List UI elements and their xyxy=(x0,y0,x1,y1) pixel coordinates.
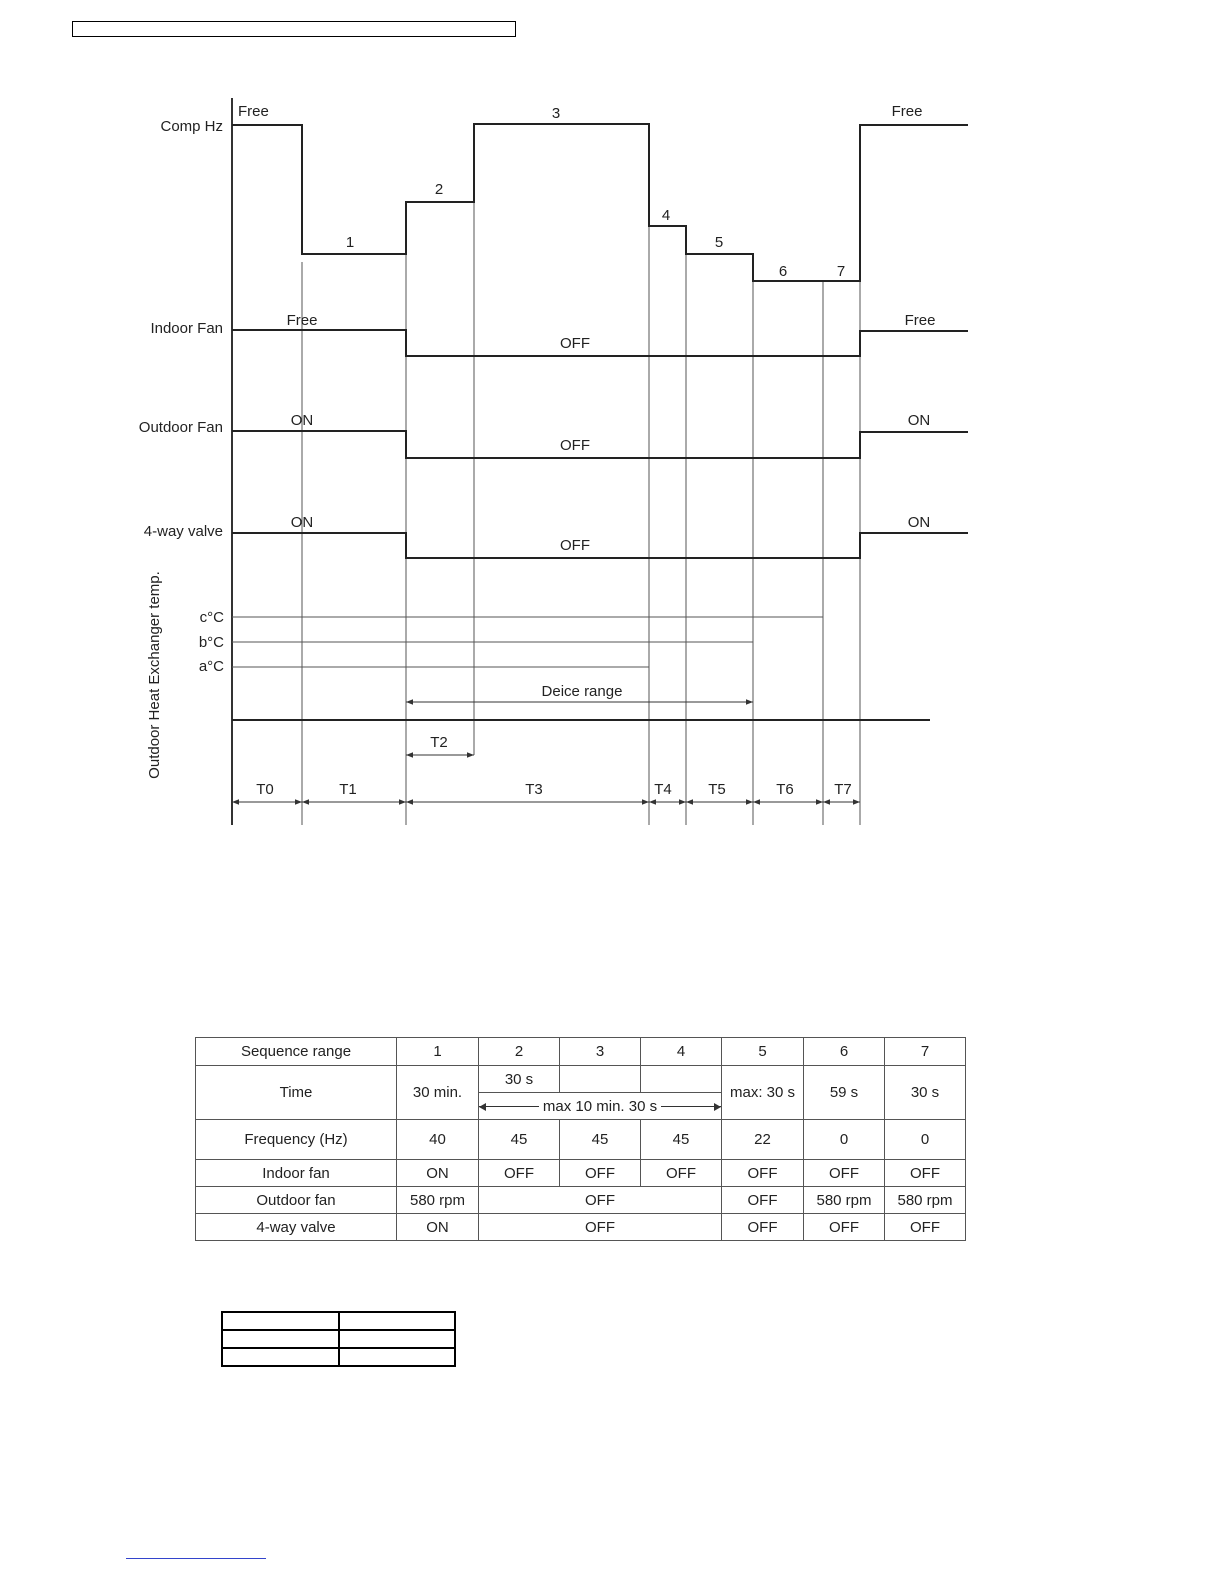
header-cell: 5 xyxy=(722,1038,804,1066)
comp-free-right: Free xyxy=(891,103,923,120)
span-arrow-left xyxy=(479,1106,539,1107)
empty-cell xyxy=(339,1312,456,1330)
period-t4: T4 xyxy=(654,781,672,798)
cell-time-span xyxy=(479,1093,722,1120)
cell-frequency: 45 xyxy=(479,1120,560,1160)
temp-label-c: c°C xyxy=(199,609,224,626)
header-cell: 6 xyxy=(804,1038,885,1066)
comp-seq-5: 5 xyxy=(714,234,724,251)
cell-frequency: 22 xyxy=(722,1120,804,1160)
label-heat-exchanger: Outdoor Heat Exchanger temp. xyxy=(146,571,163,779)
cell-frequency: 45 xyxy=(560,1120,641,1160)
period-t3: T3 xyxy=(525,781,543,798)
valve-mid: OFF xyxy=(560,537,590,554)
table-header-row xyxy=(196,1038,966,1066)
outdoor-fan-waveform xyxy=(232,431,968,458)
label-indoor-fan: Indoor Fan xyxy=(150,320,223,337)
cell-time-s7: 30 s xyxy=(885,1066,966,1120)
valve-waveform xyxy=(232,533,968,558)
table-row xyxy=(222,1348,455,1366)
cell-time-s3 xyxy=(560,1066,641,1093)
comp-hz-waveform xyxy=(232,124,968,281)
sequence-boundaries xyxy=(302,202,860,825)
period-t1: T1 xyxy=(339,781,357,798)
outdoor-fan-right: ON xyxy=(907,412,931,429)
deice-range-label: Deice range xyxy=(541,683,623,700)
period-t5: T5 xyxy=(708,781,726,798)
period-t6: T6 xyxy=(776,781,794,798)
cell-indoor-fan: OFF xyxy=(804,1160,885,1187)
empty-cell xyxy=(222,1348,339,1366)
cell-indoor-fan: ON xyxy=(397,1160,479,1187)
row-label-outdoor-fan: Outdoor fan xyxy=(196,1187,397,1214)
row-label-four-way-valve: 4-way valve xyxy=(196,1214,397,1241)
empty-cell xyxy=(222,1312,339,1330)
comp-seq-3: 3 xyxy=(551,105,561,122)
cell-outdoor-fan-s6: 580 rpm xyxy=(804,1187,885,1214)
comp-seq-7: 7 xyxy=(836,263,846,280)
row-label-frequency: Frequency (Hz) xyxy=(196,1120,397,1160)
period-t7: T7 xyxy=(834,781,852,798)
table-row-outdoor-fan xyxy=(196,1187,966,1214)
temp-label-b: b°C xyxy=(198,634,224,651)
cell-time-s5: max: 30 s xyxy=(722,1066,804,1120)
cell-indoor-fan: OFF xyxy=(641,1160,722,1187)
comp-seq-6: 6 xyxy=(778,263,788,280)
label-outdoor-fan: Outdoor Fan xyxy=(138,419,223,436)
valve-left: ON xyxy=(290,514,314,531)
outdoor-fan-mid: OFF xyxy=(560,437,590,454)
cell-time-s4 xyxy=(641,1066,722,1093)
cell-valve-s5: OFF xyxy=(722,1214,804,1241)
period-t2: T2 xyxy=(430,734,448,751)
valve-right: ON xyxy=(907,514,931,531)
label-four-way-valve: 4-way valve xyxy=(143,523,223,540)
cell-outdoor-fan-s1: 580 rpm xyxy=(397,1187,479,1214)
cell-frequency: 45 xyxy=(641,1120,722,1160)
header-cell: 1 xyxy=(397,1038,479,1066)
comp-seq-1: 1 xyxy=(345,234,355,251)
indoor-fan-right: Free xyxy=(904,312,936,329)
header-cell: 3 xyxy=(560,1038,641,1066)
cell-valve-s7: OFF xyxy=(885,1214,966,1241)
label-comp-hz: Comp Hz xyxy=(160,118,223,135)
outdoor-fan-left: ON xyxy=(290,412,314,429)
cell-valve-s1: ON xyxy=(397,1214,479,1241)
cell-outdoor-fan-span: OFF xyxy=(479,1187,722,1214)
time-span-arrow xyxy=(479,1098,721,1115)
header-cell: 7 xyxy=(885,1038,966,1066)
header-cell: 2 xyxy=(479,1038,560,1066)
empty-cell xyxy=(339,1330,456,1348)
table-row-four-way-valve xyxy=(196,1214,966,1241)
comp-seq-2: 2 xyxy=(434,181,444,198)
cell-indoor-fan: OFF xyxy=(560,1160,641,1187)
period-t0: T0 xyxy=(256,781,274,798)
indoor-fan-mid: OFF xyxy=(560,335,590,352)
table-row-time xyxy=(196,1066,966,1093)
footer-link-underline[interactable] xyxy=(126,1558,266,1559)
table-row xyxy=(222,1330,455,1348)
header-cell: Sequence range xyxy=(196,1038,397,1066)
sequence-table xyxy=(195,1037,966,1241)
cell-frequency: 40 xyxy=(397,1120,479,1160)
comp-free-left: Free xyxy=(238,103,269,120)
empty-cell xyxy=(339,1348,456,1366)
temp-label-a: a°C xyxy=(198,658,224,675)
cell-frequency: 0 xyxy=(804,1120,885,1160)
cell-outdoor-fan-s5: OFF xyxy=(722,1187,804,1214)
time-span-label: max 10 min. 30 s xyxy=(542,1097,658,1115)
row-label-indoor-fan: Indoor fan xyxy=(196,1160,397,1187)
table-row xyxy=(222,1312,455,1330)
cell-indoor-fan: OFF xyxy=(885,1160,966,1187)
row-label-time: Time xyxy=(196,1066,397,1120)
indoor-fan-left: Free xyxy=(286,312,318,329)
table-row-frequency xyxy=(196,1120,966,1160)
cell-indoor-fan: OFF xyxy=(722,1160,804,1187)
cell-valve-s6: OFF xyxy=(804,1214,885,1241)
cell-time-s1: 30 min. xyxy=(397,1066,479,1120)
empty-cell xyxy=(222,1330,339,1348)
indoor-fan-waveform xyxy=(232,330,968,356)
cell-time-s2: 30 s xyxy=(479,1066,560,1093)
table-row-indoor-fan xyxy=(196,1160,966,1187)
cell-indoor-fan: OFF xyxy=(479,1160,560,1187)
cell-time-s6: 59 s xyxy=(804,1066,885,1120)
comp-seq-4: 4 xyxy=(661,207,671,224)
header-cell: 4 xyxy=(641,1038,722,1066)
cell-outdoor-fan-s7: 580 rpm xyxy=(885,1187,966,1214)
cell-frequency: 0 xyxy=(885,1120,966,1160)
span-arrow-right xyxy=(661,1106,721,1107)
cell-valve-span: OFF xyxy=(479,1214,722,1241)
empty-small-table xyxy=(221,1311,456,1367)
